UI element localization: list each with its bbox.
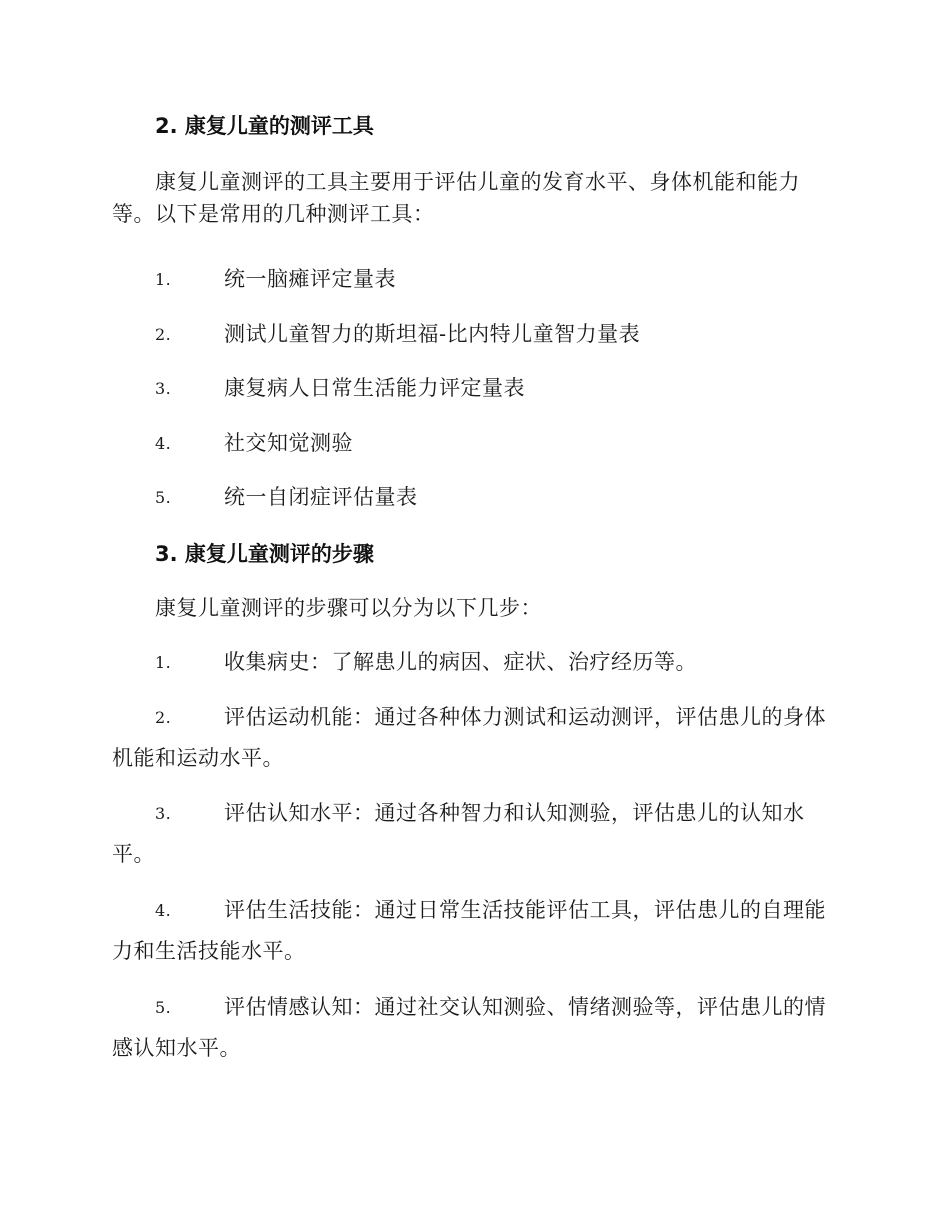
list-item-number: 3. [155,804,172,823]
list-item [112,890,837,972]
list-item-number: 4. [155,901,172,920]
list-item-text-continued: 机能和运动水平。 [112,746,284,770]
list-item [112,314,837,355]
list-item-text: 康复病人日常生活能力评定量表 [224,376,525,400]
section-intro-steps [112,592,837,624]
list-item [112,368,837,409]
list-item-number: 2. [155,708,172,727]
list-item-text: 社交知觉测验 [224,431,353,455]
section-heading-steps: 3. 康复儿童测评的步骤 [155,542,374,566]
list-item-text: 评估认知水平：通过各种智力和认知测验，评估患儿的认知水 [224,801,805,825]
list-item [112,259,837,300]
list-item-text: 测试儿童智力的斯坦福-比内特儿童智力量表 [224,322,641,346]
list-item-number: 5. [155,998,172,1017]
list-item-text: 评估运动机能：通过各种体力测试和运动测评，评估患儿的身体 [224,705,826,729]
list-item-number: 2. [155,325,172,344]
list-item-text: 评估情感认知：通过社交认知测验、情绪测验等，评估患儿的情 [224,995,826,1019]
list-item-text: 收集病史：了解患儿的病因、症状、治疗经历等。 [224,650,697,674]
list-item-number: 3. [155,379,172,398]
list-item-text: 统一自闭症评估量表 [224,485,418,509]
intro-line: 康复儿童测评的工具主要用于评估儿童的发育水平、身体机能和能力 [155,170,800,194]
list-item [112,477,837,518]
list-item [112,793,837,875]
intro-line: 等。以下是常用的几种测评工具： [112,202,435,226]
list-item-number: 1. [155,270,172,289]
section-intro-tools [112,166,837,230]
list-item-number: 4. [155,434,172,453]
list-item-text-continued: 感认知水平。 [112,1036,241,1060]
list-item [112,423,837,464]
list-item-text-continued: 平。 [112,842,155,866]
list-item-text-continued: 力和生活技能水平。 [112,939,306,963]
list-item-number: 5. [155,488,172,507]
list-item-text: 评估生活技能：通过日常生活技能评估工具，评估患儿的自理能 [224,898,826,922]
list-item-text: 统一脑瘫评定量表 [224,267,396,291]
list-item [112,987,837,1069]
intro-line: 康复儿童测评的步骤可以分为以下几步： [155,596,542,620]
list-item [112,697,837,779]
list-item [112,642,837,683]
section-heading-tools: 2. 康复儿童的测评工具 [155,114,374,138]
list-item-number: 1. [155,653,172,672]
